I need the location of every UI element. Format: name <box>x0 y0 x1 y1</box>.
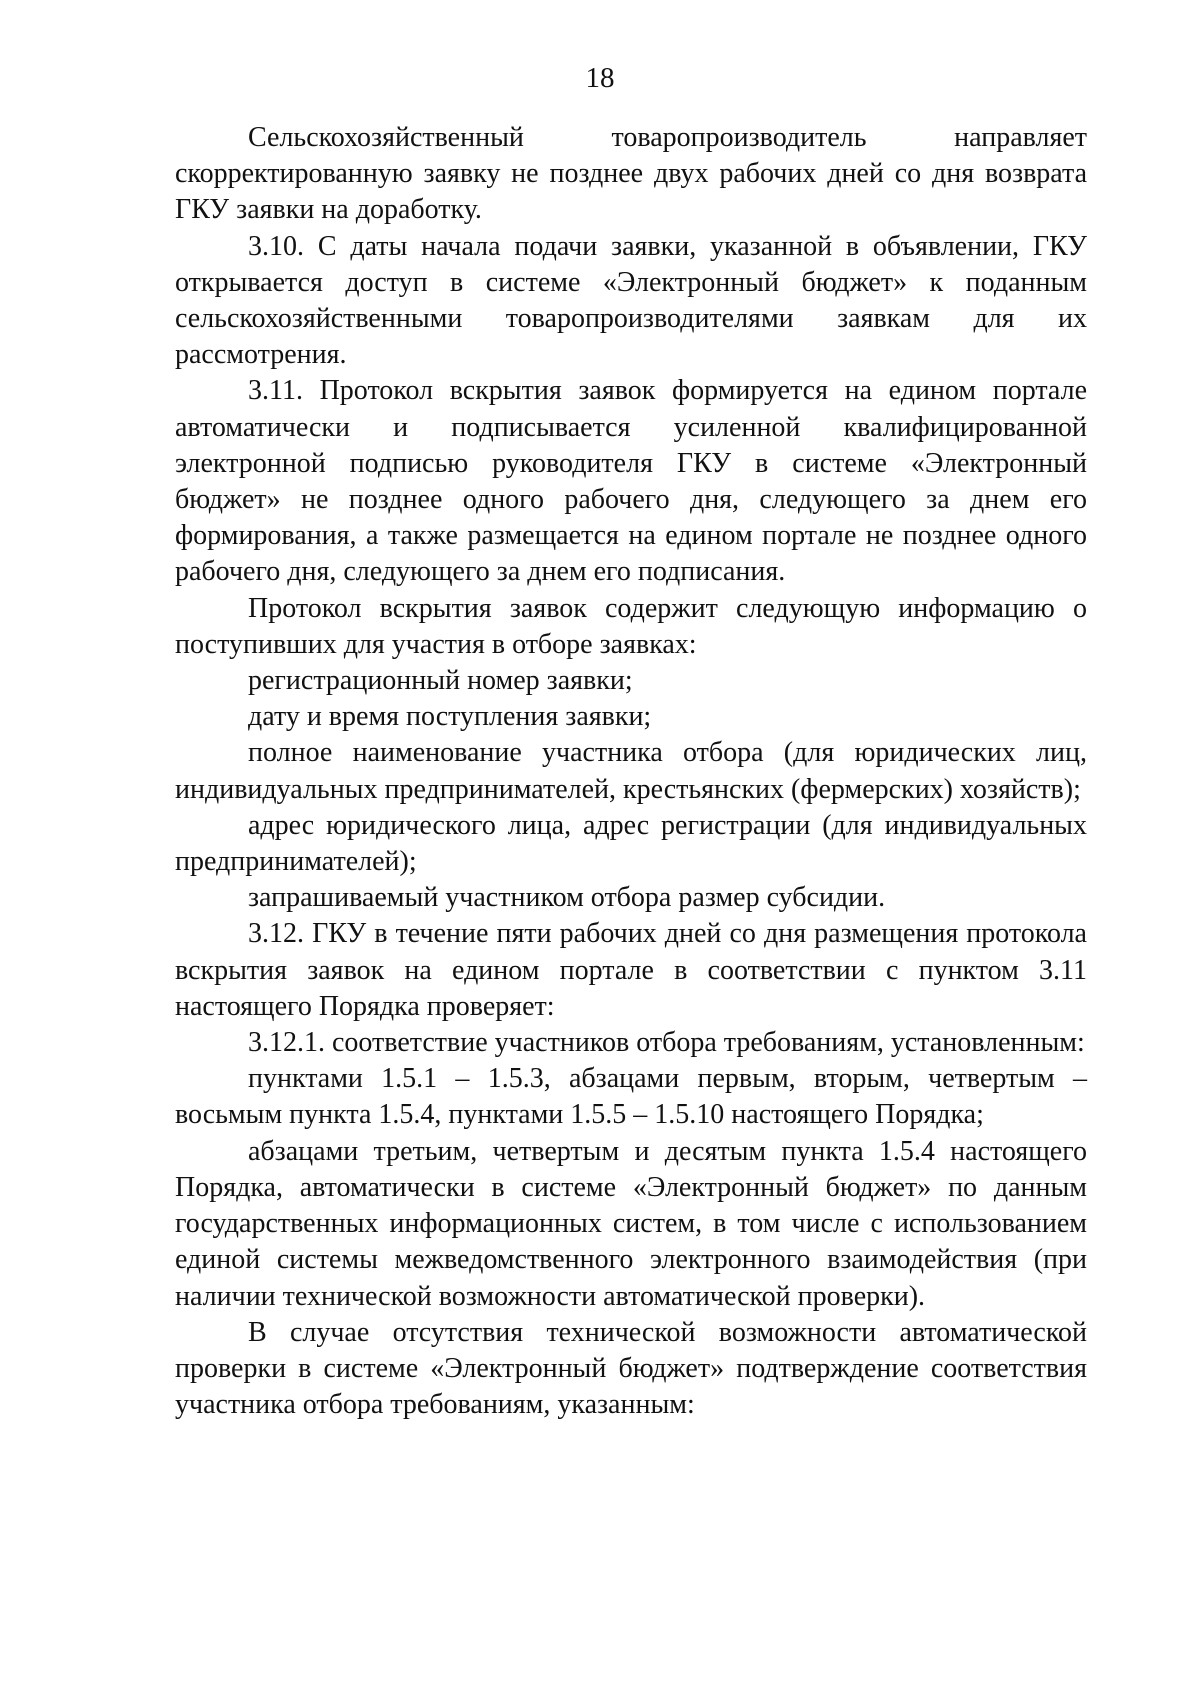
paragraph: 3.10. С даты начала подачи заявки, указанной в объявлении, ГКУ открывается доступ в системе «Электронный бюджет» к поданным сельскохозяйственными товаропроизводителями заявкам для их рассмотрения. <box>175 230 1087 371</box>
list-item: адрес юридического лица, адрес регистрации (для индивидуальных предпринимателей); <box>175 809 1087 878</box>
paragraph: Сельскохозяйственный товаропроизводитель направляет скорректированную заявку не позднее двух рабочих дней со дня возврата ГКУ заявки на доработку. <box>175 122 1087 226</box>
paragraph: 3.12.1. соответствие участников отбора требованиям, установленным: <box>248 1027 1085 1059</box>
list-item: дату и время поступления заявки; <box>248 701 652 733</box>
page-number: 18 <box>585 62 615 94</box>
paragraph: абзацами третьим, четвертым и десятым пункта 1.5.4 настоящего Порядка, автоматически в системе «Электронный бюджет» по данным государственных информационных систем, в том числе с использованием единой системы межведомственного электронного взаимодействия (при наличии технической возможности автоматической проверки). <box>175 1135 1087 1312</box>
list-item: запрашиваемый участником отбора размер субсидии. <box>248 882 886 914</box>
paragraph: В случае отсутствия технической возможности автоматической проверки в системе «Электронный бюджет» подтверждение соответствия участника отбора требованиям, указанным: <box>175 1316 1087 1421</box>
paragraph: Протокол вскрытия заявок содержит следующую информацию о поступивших для участия в отборе заявках: <box>175 592 1087 660</box>
list-item: полное наименование участника отбора (для юридических лиц, индивидуальных предпринимателей, крестьянских (фермерских) хозяйств); <box>175 737 1087 805</box>
paragraph: 3.12. ГКУ в течение пяти рабочих дней со дня размещения протокола вскрытия заявок на едином портале в соответствии с пунктом 3.11 настоящего Порядка проверяет: <box>175 918 1087 1022</box>
paragraph: 3.11. Протокол вскрытия заявок формируется на едином портале автоматически и подписывается усиленной квалифицированной электронной подписью руководителя ГКУ в системе «Электронный бюджет» не позднее одного рабочего дня, следующего за днем его формирования, а также размещается на едином портале не позднее одного рабочего дня, следующего за днем его подписания. <box>175 375 1087 588</box>
list-item: регистрационный номер заявки; <box>248 665 633 697</box>
paragraph: пунктами 1.5.1 – 1.5.3, абзацами первым, вторым, четвертым – восьмым пункта 1.5.4, пунктами 1.5.5 – 1.5.10 настоящего Порядка; <box>175 1063 1087 1131</box>
document-body <box>175 120 1087 1423</box>
